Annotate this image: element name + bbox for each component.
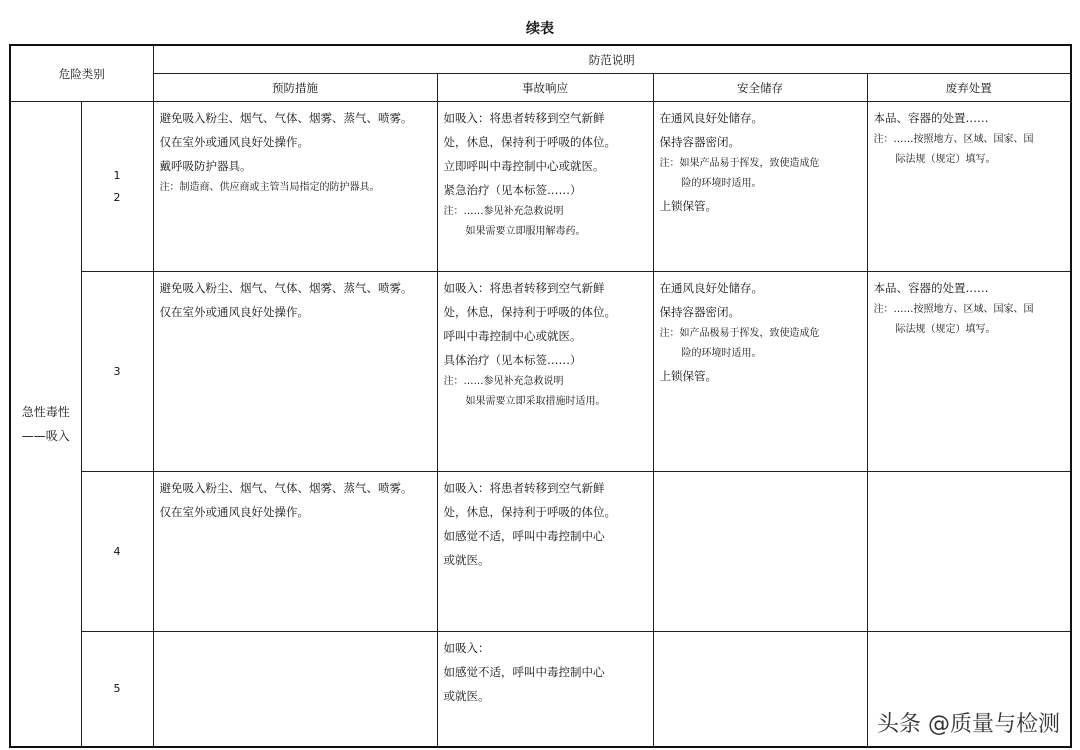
- category-line1: 急性毒性: [21, 404, 70, 419]
- response-line: 处，休息，保持利于呼吸的体位。: [443, 135, 616, 149]
- response-line: 如感觉不适，呼叫中毒控制中心: [443, 665, 605, 679]
- response-cell: [437, 272, 653, 472]
- response-cell: [437, 472, 653, 632]
- response-line: 呼叫中毒控制中心或就医。: [443, 329, 582, 343]
- prevent-cell: [153, 472, 437, 632]
- table-row: [10, 472, 1071, 632]
- subcategory-number: 3: [113, 364, 121, 378]
- storage-cell: [653, 632, 867, 747]
- prevent-line: 戴呼吸防护器具。: [159, 159, 252, 173]
- category-line2: ——吸入: [21, 428, 70, 443]
- response-line: 如吸入：: [443, 641, 490, 655]
- response-line: 具体治疗（见本标签……）: [443, 353, 582, 367]
- table-title: 续表: [526, 21, 554, 37]
- disposal-line: 际法规（规定）填写。: [895, 154, 996, 165]
- prevent-cell: [153, 632, 437, 747]
- table-row: [10, 272, 1071, 472]
- subcategory-number: 5: [113, 681, 121, 695]
- table-row: [10, 102, 1071, 272]
- prevent-line: 仅在室外或通风良好处操作。: [159, 305, 309, 319]
- response-line: 如吸入：将患者转移到空气新鲜: [443, 281, 605, 295]
- prevent-line: 避免吸入粉尘、烟气、气体、烟雾、蒸气、喷雾。: [159, 281, 413, 295]
- disposal-line: 注：……按照地方、区域、国家、国: [873, 304, 1034, 315]
- response-line: 如果需要立即采取措施时适用。: [465, 396, 606, 407]
- storage-cell: [653, 102, 867, 272]
- prevent-line: 仅在室外或通风良好处操作。: [159, 135, 309, 149]
- storage-cell: [653, 272, 867, 472]
- subcategory-cell: [81, 632, 153, 747]
- response-line: 注：……参见补充急救说明: [443, 206, 564, 217]
- header-category: 危险类别: [10, 45, 153, 102]
- response-line: 如吸入：将患者转移到空气新鲜: [443, 481, 605, 495]
- prevent-cell: [153, 272, 437, 472]
- precaution-table: [9, 44, 1072, 748]
- response-cell: [437, 102, 653, 272]
- storage-line: 险的环境时适用。: [681, 348, 762, 359]
- storage-line: 在通风良好处储存。: [659, 111, 763, 125]
- subcategory-cell: [81, 472, 153, 632]
- disposal-line: 注：……按照地方、区域、国家、国: [873, 134, 1034, 145]
- header-disposal: 废弃处置: [867, 74, 1071, 102]
- disposal-cell: [867, 472, 1071, 632]
- response-line: 如吸入：将患者转移到空气新鲜: [443, 111, 605, 125]
- storage-line: 险的环境时适用。: [681, 178, 762, 189]
- disposal-line: 本品、容器的处置……: [873, 281, 989, 295]
- response-line: 处，休息，保持利于呼吸的体位。: [443, 505, 616, 519]
- storage-line: 上锁保管。: [659, 369, 717, 383]
- response-line: 紧急治疗（见本标签……）: [443, 183, 582, 197]
- storage-line: 注：如产品极易于挥发，致使造成危: [659, 328, 820, 339]
- disposal-cell: [867, 272, 1071, 472]
- header-storage: 安全储存: [653, 74, 867, 102]
- disposal-line: 际法规（规定）填写。: [895, 324, 996, 335]
- response-line: 立即呼叫中毒控制中心或就医。: [443, 159, 605, 173]
- prevent-cell: [153, 102, 437, 272]
- subcategory-number: 2: [113, 190, 121, 204]
- category-cell: [10, 102, 81, 747]
- prevent-line: 仅在室外或通风良好处操作。: [159, 505, 309, 519]
- header-prevent: 预防措施: [153, 74, 437, 102]
- disposal-cell: [867, 102, 1071, 272]
- response-line: 或就医。: [443, 689, 490, 703]
- response-line: 如感觉不适，呼叫中毒控制中心: [443, 529, 605, 543]
- subcategory-cell: [81, 102, 153, 272]
- prevent-line: 注：制造商、供应商或主管当局指定的防护器具。: [159, 182, 380, 193]
- response-line: 注：……参见补充急救说明: [443, 376, 564, 387]
- header-response: 事故响应: [437, 74, 653, 102]
- subcategory-number: 1: [113, 168, 121, 182]
- response-cell: [437, 632, 653, 747]
- storage-line: 上锁保管。: [659, 199, 717, 213]
- watermark: 头条 @质量与检测: [877, 712, 1060, 737]
- response-line: 如果需要立即服用解毒药。: [465, 226, 586, 237]
- response-line: 或就医。: [443, 553, 490, 567]
- storage-cell: [653, 472, 867, 632]
- storage-line: 注：如果产品易于挥发，致使造成危: [659, 158, 820, 169]
- storage-line: 在通风良好处储存。: [659, 281, 763, 295]
- storage-line: 保持容器密闭。: [659, 135, 740, 149]
- header-group: 防范说明: [153, 45, 1071, 74]
- disposal-line: 本品、容器的处置……: [873, 111, 989, 125]
- prevent-line: 避免吸入粉尘、烟气、气体、烟雾、蒸气、喷雾。: [159, 481, 413, 495]
- subcategory-number: 4: [113, 544, 121, 558]
- storage-line: 保持容器密闭。: [659, 305, 740, 319]
- subcategory-cell: [81, 272, 153, 472]
- response-line: 处，休息，保持利于呼吸的体位。: [443, 305, 616, 319]
- prevent-line: 避免吸入粉尘、烟气、气体、烟雾、蒸气、喷雾。: [159, 111, 413, 125]
